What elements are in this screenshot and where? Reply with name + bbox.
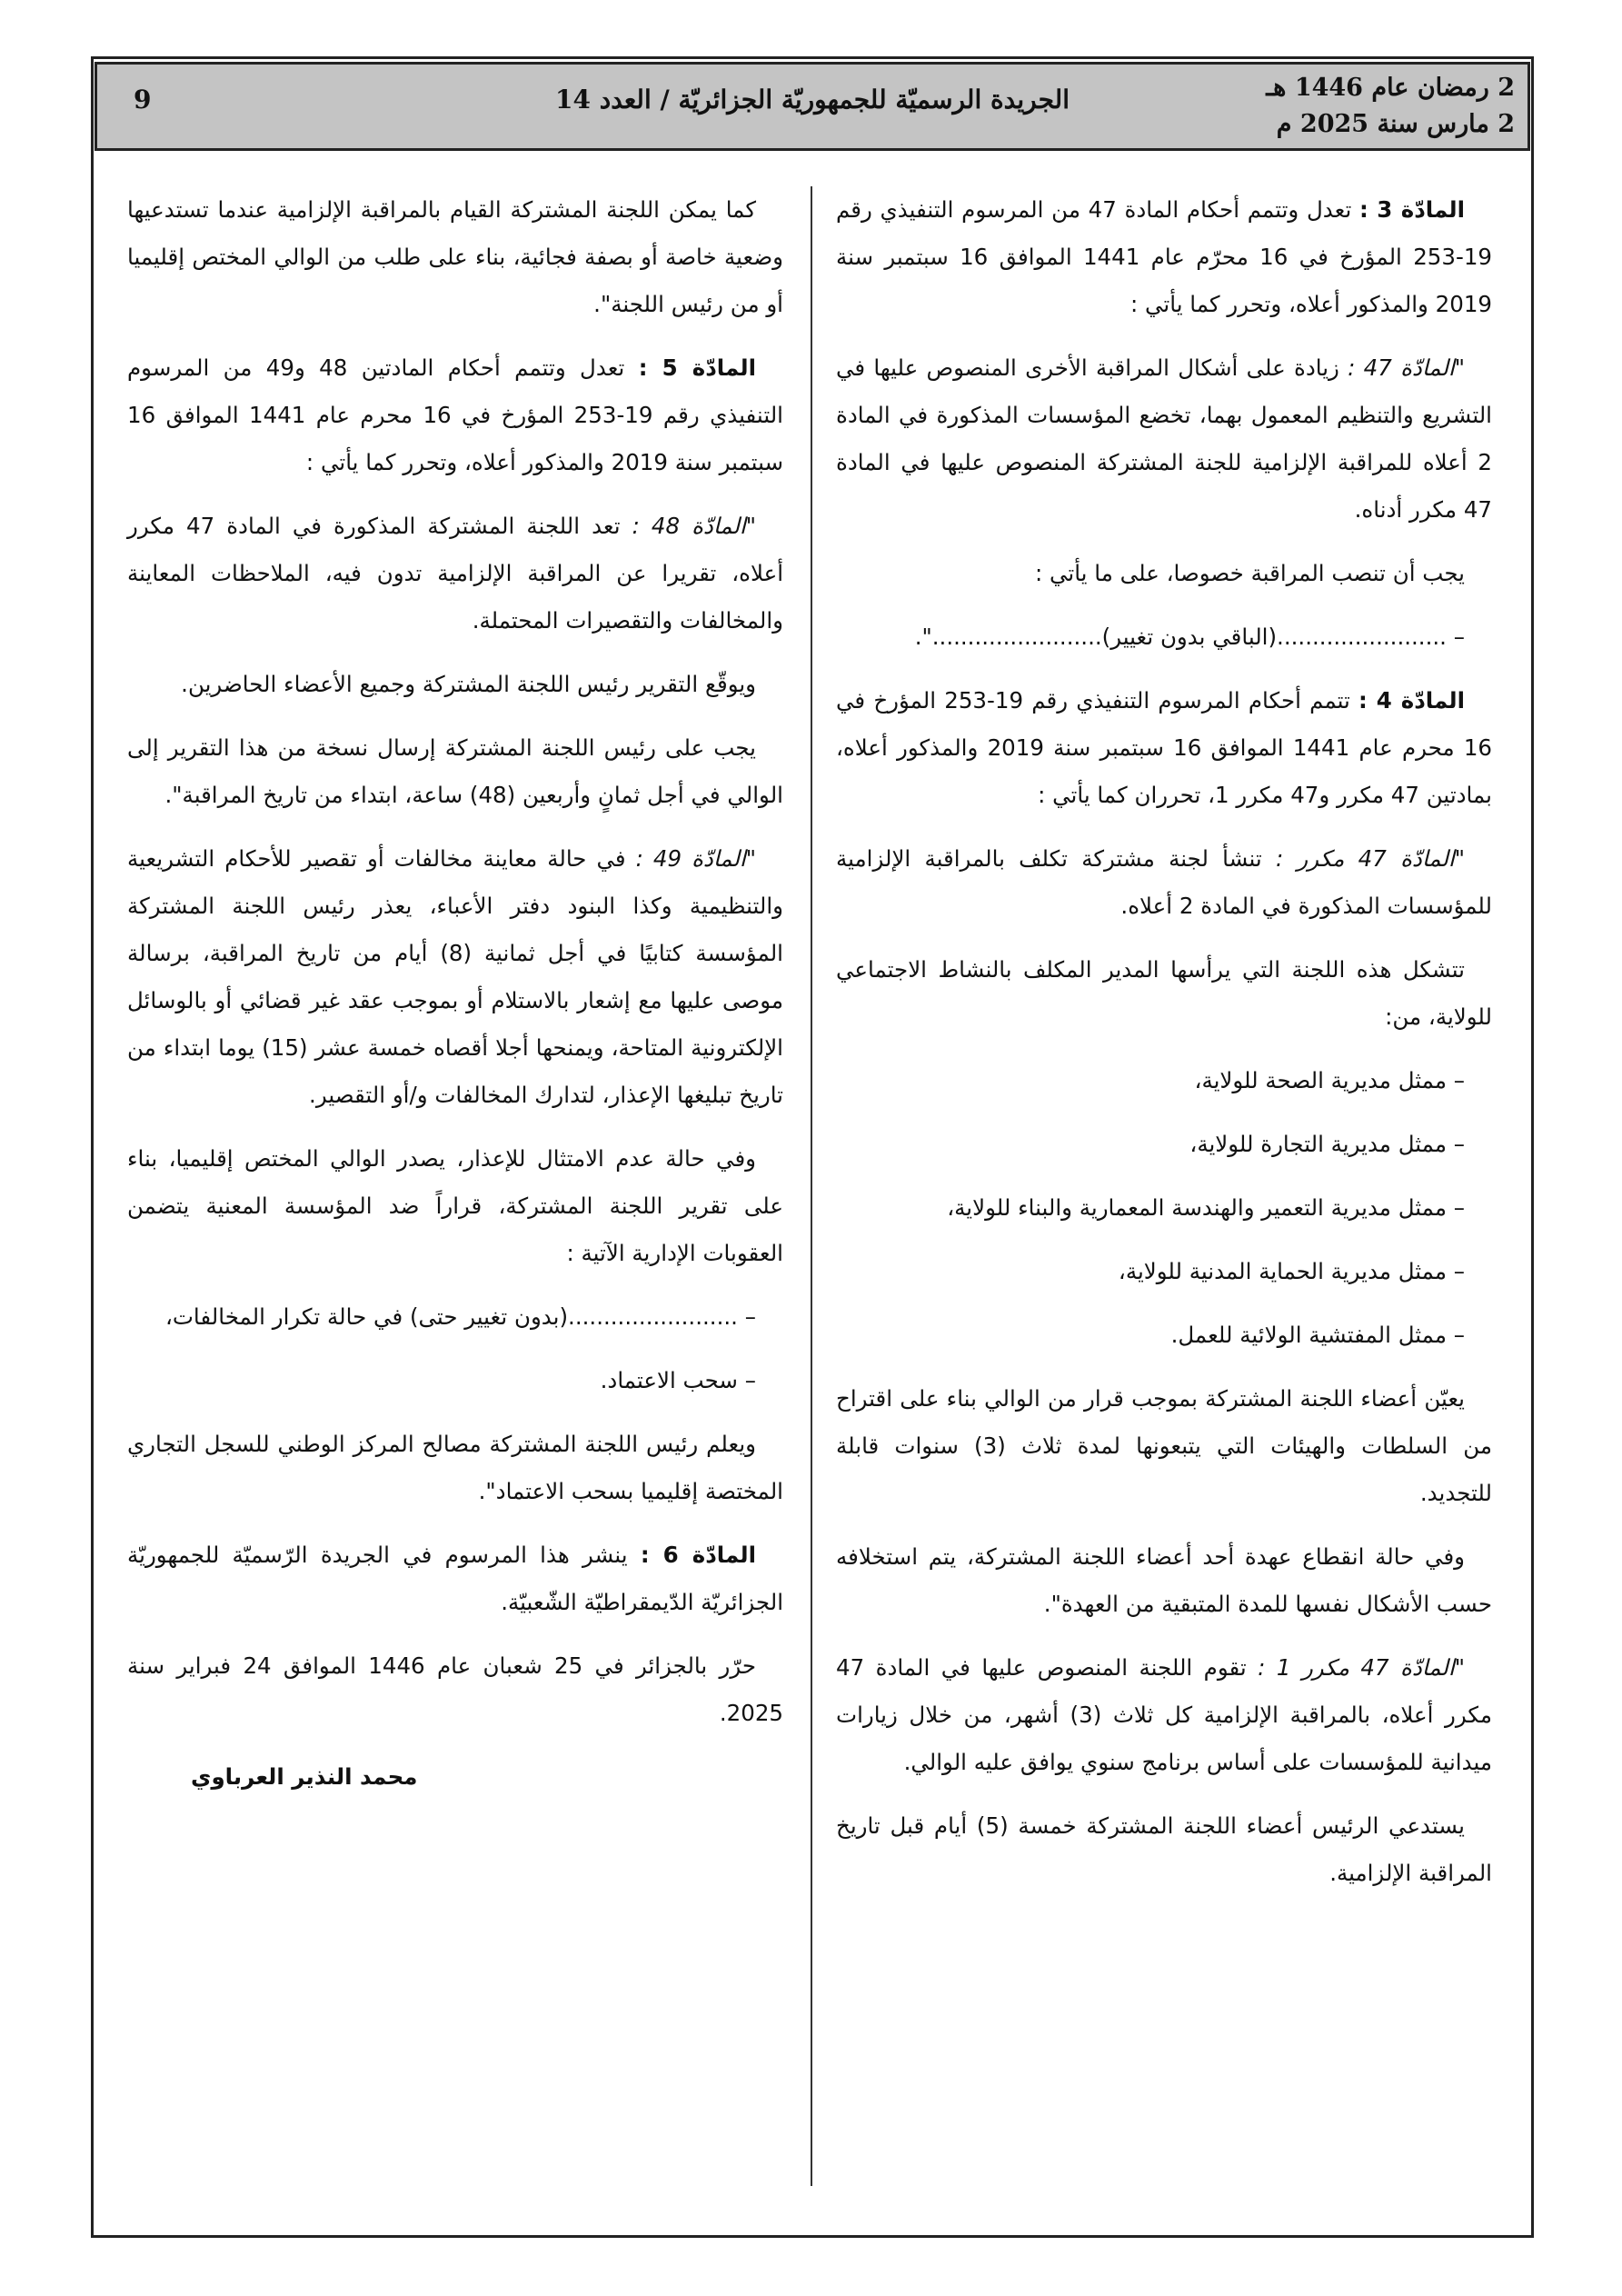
paragraph (127, 1135, 783, 1277)
paragraph (127, 1357, 783, 1404)
paragraph-text: تتمم أحكام المرسوم التنفيذي رقم 19-253 المؤرخ في 16 محرم عام 1441 الموافق 16 سبتمبر سنة 2019 والمذكور أعلاه، بمادتين 47 مكرر و47 مكرر 1، تحرران كما يأتي : (836, 687, 1493, 808)
paragraph-text: ويوقّع التقرير رئيس اللجنة المشتركة وجميع الأعضاء الحاضرين. (181, 671, 756, 697)
right-column (836, 186, 1492, 1913)
paragraph (836, 1248, 1492, 1295)
paragraph-text: – ........................(الباقي بدون تغيير)........................". (914, 624, 1465, 650)
paragraph-text: كما يمكن اللجنة المشتركة القيام بالمراقبة الإلزامية عندما تستدعيها وضعية خاصة أو بصفة فجائية، بناء على طلب من الوالي المختص إقليميا أو من رئيس اللجنة". (127, 196, 783, 317)
paragraph (836, 1121, 1492, 1168)
left-column (127, 186, 783, 1801)
paragraph-text: تعدل وتتمم أحكام المادة 47 من المرسوم التنفيذي رقم 19-253 المؤرخ في 16 محرّم عام 1441 الموافق 16 سبتمبر سنة 2019 والمذكور أعلاه، وتحرر كما يأتي : (836, 196, 1492, 317)
paragraph (127, 344, 783, 486)
article-lead: "المادّة 47 مكرر : (1275, 845, 1465, 872)
paragraph-text: يجب على رئيس اللجنة المشتركة إرسال نسخة من هذا التقرير إلى الوالي في أجل ثمانٍ وأربعين (48) ساعة، ابتداء من تاريخ المراقبة". (127, 734, 783, 808)
paragraph-text: تعدل وتتمم أحكام المادتين 48 و49 من المرسوم التنفيذي رقم 19-253 المؤرخ في 16 محرم عام 1441 الموافق 16 سبتمبر سنة 2019 والمذكور أعلاه، وتحرر كما يأتي : (127, 354, 783, 475)
paragraph (127, 503, 783, 644)
paragraph (127, 1293, 783, 1341)
paragraph (836, 1533, 1492, 1628)
paragraph (836, 1312, 1492, 1359)
paragraph (836, 1802, 1492, 1897)
paragraph (836, 1644, 1492, 1786)
paragraph-text: – ممثل مديرية التعمير والهندسة المعمارية والبناء للولاية، (947, 1194, 1465, 1221)
paragraph (836, 550, 1492, 597)
signature: محمد النذير العرباوي (191, 1763, 418, 1790)
paragraph-text: – ممثل مديرية الصحة للولاية، (1194, 1067, 1465, 1093)
article-lead: المادّة 3 : (1358, 196, 1465, 223)
paragraph-text: حرّر بالجزائر في 25 شعبان عام 1446 الموافق 24 فبراير سنة 2025. (127, 1652, 783, 1726)
paragraph-text: ويعلم رئيس اللجنة المشتركة مصالح المركز الوطني للسجل التجاري المختصة إقليميا بسحب الاعتماد". (127, 1431, 783, 1504)
paragraph (127, 835, 783, 1119)
paragraph-text: يعيّن أعضاء اللجنة المشتركة بموجب قرار من الوالي بناء على اقتراح من السلطات والهيئات التي يتبعونها لمدة ثلاث (3) سنوات قابلة للتجديد. (836, 1385, 1492, 1506)
paragraph-text: – ممثل مديرية الحماية المدنية للولاية، (1118, 1258, 1465, 1284)
paragraph-text: – ممثل مديرية التجارة للولاية، (1189, 1131, 1465, 1157)
paragraph (836, 1375, 1492, 1517)
date-gregorian: 2 مارس سنة 2025 م (1276, 110, 1515, 138)
article-lead: "المادّة 49 : (635, 845, 757, 872)
paragraph-text: وفي حالة انقطاع عهدة أحد أعضاء اللجنة المشتركة، يتم استخلافه حسب الأشكال نفسها للمدة المتبقية من العهدة". (836, 1543, 1492, 1617)
paragraph-text: ينشر هذا المرسوم في الجريدة الرّسميّة للجمهوريّة الجزائريّة الدّيمقراطيّة الشّعبيّة. (127, 1542, 783, 1615)
article-lead: "المادّة 48 : (632, 513, 756, 539)
article-lead: المادّة 6 : (640, 1542, 756, 1568)
article-lead: "المادّة 47 مكرر 1 : (1258, 1654, 1465, 1681)
article-lead: المادّة 5 : (638, 354, 756, 381)
paragraph-text: يستدعي الرئيس أعضاء اللجنة المشتركة خمسة (5) أيام قبل تاريخ المراقبة الإلزامية. (836, 1812, 1492, 1886)
paragraph-text: يجب أن تنصب المراقبة خصوصا، على ما يأتي : (1034, 560, 1465, 586)
paragraph (127, 1421, 783, 1515)
paragraph-text: تتشكل هذه اللجنة التي يرأسها المدير المكلف بالنشاط الاجتماعي للولاية، من: (836, 956, 1492, 1030)
paragraph (836, 946, 1492, 1041)
page-number: 9 (134, 85, 152, 115)
article-lead: "المادّة 47 : (1348, 354, 1465, 381)
paragraph (127, 1532, 783, 1626)
paragraph-text: زيادة على أشكال المراقبة الأخرى المنصوص عليها في التشريع والتنظيم المعمول بهما، تخضع المؤسسات المذكورة في المادة 2 أعلاه للمراقبة الإلزامية للجنة المشتركة المنصوص عليها في المادة 47 مكرر أدناه. (836, 354, 1492, 523)
paragraph (836, 1057, 1492, 1104)
paragraph (836, 1184, 1492, 1232)
article-lead: المادّة 4 : (1358, 687, 1466, 714)
paragraph (836, 186, 1492, 328)
paragraph-text: في حالة معاينة مخالفات أو تقصير للأحكام التشريعية والتنظيمية وكذا البنود دفتر الأعباء، يعذر رئيس اللجنة المشتركة المؤسسة كتابيًا في أجل ثمانية (8) أيام من تاريخ المراقبة، برسالة موصى عليها مع إشعار بالاستلام أو بموجب عقد غير قضائي أو بالوسائل الإلكترونية المتاحة، ويمنحها أجلا أقصاه خمسة عشر (15) يوما ابتداء من تاريخ تبليغها الإعذار، لتدارك المخالفات و/أو التقصير. (127, 845, 783, 1108)
gazette-title: الجريدة الرسميّة للجمهوريّة الجزائريّة / العدد 14 (555, 85, 1070, 115)
paragraph-text: – سحب الاعتماد. (600, 1367, 756, 1393)
paragraph-text: – ........................(بدون تغيير حتى) في حالة تكرار المخالفات، (164, 1303, 756, 1330)
paragraph (836, 344, 1492, 534)
paragraph (836, 614, 1492, 661)
paragraph (127, 1642, 783, 1737)
paragraph-text: وفي حالة عدم الامتثال للإعذار، يصدر الوالي المختص إقليميا، بناء على تقرير اللجنة المشتركة، قراراً ضد المؤسسة المعنية يتضمن العقوبات الإدارية الآتية : (127, 1145, 783, 1266)
paragraph (127, 724, 783, 819)
paragraph (836, 677, 1492, 819)
paragraph (127, 661, 783, 708)
paragraph-text: تقوم اللجنة المنصوص عليها في المادة 47 مكرر أعلاه، بالمراقبة الإلزامية كل ثلاث (3) أشهر، من خلال زيارات ميدانية للمؤسسات على أساس برنامج سنوي يوافق عليه الوالي. (836, 1654, 1493, 1775)
page-header (95, 62, 1530, 151)
date-hijri: 2 رمضان عام 1446 هـ (1266, 74, 1515, 102)
paragraph (127, 186, 783, 328)
column-divider (811, 186, 812, 2186)
paragraph-text: تنشأ لجنة مشتركة تكلف بالمراقبة الإلزامية للمؤسسات المذكورة في المادة 2 أعلاه. (836, 845, 1492, 919)
paragraph-text: تعد اللجنة المشتركة المذكورة في المادة 47 مكرر أعلاه، تقريرا عن المراقبة الإلزامية تدون فيه، الملاحظات المعاينة والمخالفات والتقصيرات المحتملة. (127, 513, 783, 634)
paragraph (836, 835, 1492, 930)
paragraph-text: – ممثل المفتشية الولائية للعمل. (1170, 1322, 1465, 1348)
